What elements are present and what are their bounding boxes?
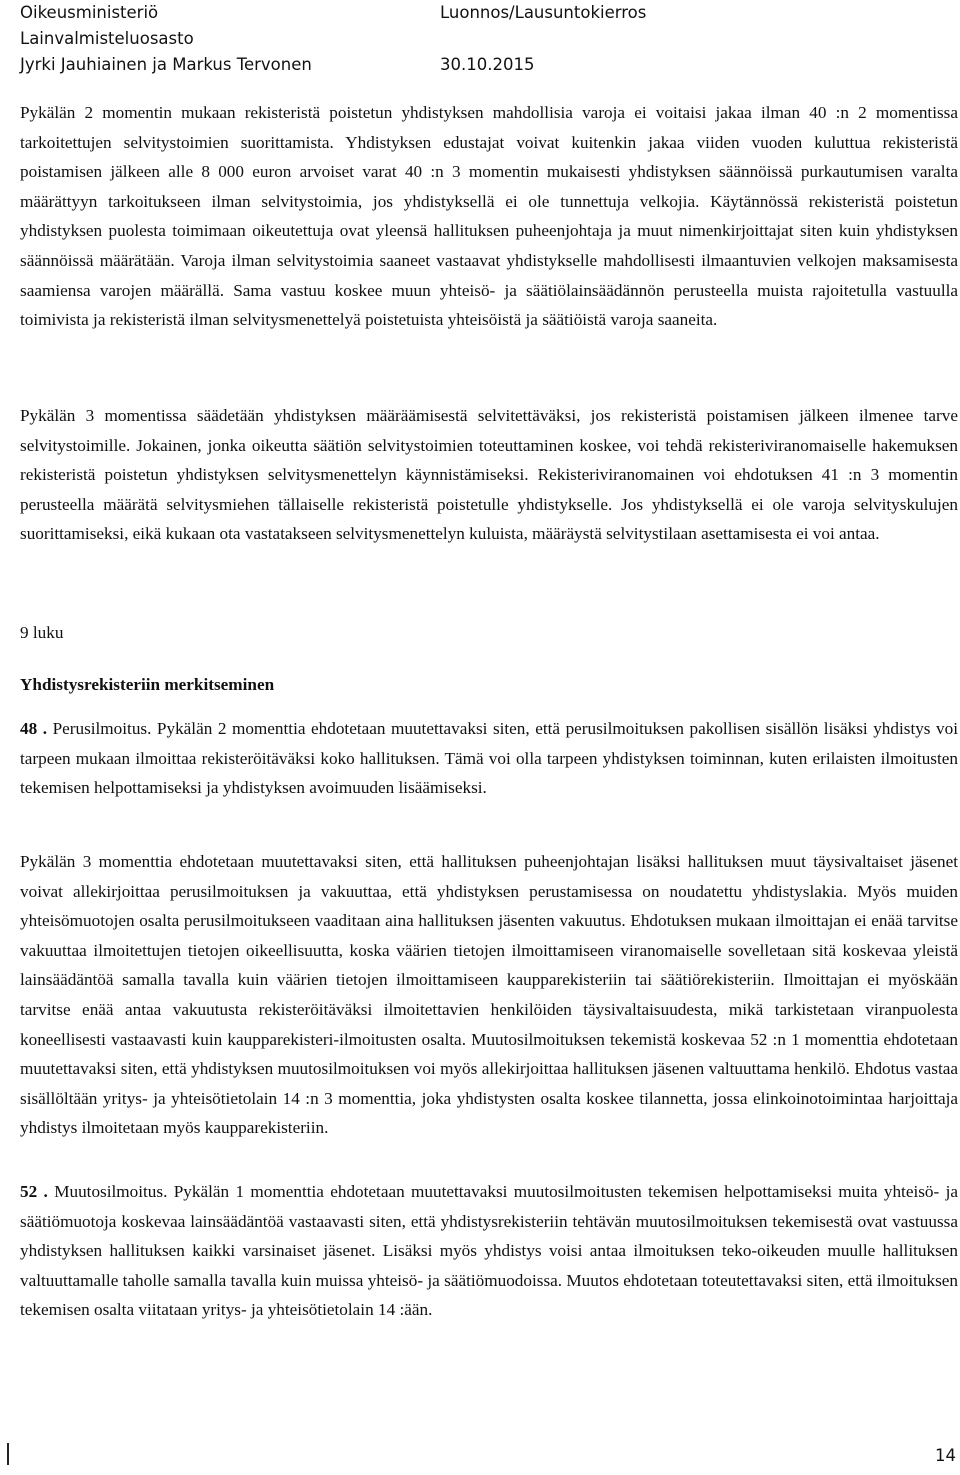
paragraph-text: Pykälän 3 momenttia ehdotetaan muutettavaksi siten, että hallituksen puheenjohtajan lisäksi hallituksen muut täysivaltaiset jäsenet voivat allekirjoittaa perusilmoituksen ja vakuuttaa, että yhdistyksen perustamisessa on noudatettu yhdistyslakia. Myös muiden yhteisömuotojen osalta perusilmoitukseen vaaditaan aina hallituksen jäsenten vakuutus. Ehdotuksen mukaan ilmoittajan ei enää tarvitse vakuuttaa ilmoitettujen tietojen oikeellisuutta, koska väärien tietojen ilmoittamiseen viranomaiselle sovelletaan sitä koskevaa yleistä lainsäädäntöä samalla tavalla kuin väärien tietojen ilmoittamiseen kaupparekisteriin tai säätiörekisteriin. Ilmoittajan ei myöskään tarvitse enää antaa vakuutusta rekisteröitäväksi ilmoitettavien henkilöiden täysivaltaisuudesta, mikä tarkistetaan viranpuolesta koneellisesti vastaavasti kuin kaupparekisteri-ilmoitusten osalta. Muutosilmoituksen tekemistä koskevaa 52 :n 1 momenttia ehdotetaan muutettavaksi siten, että yhdistyksen muutosilmoituksen voi myös allekirjoittaa hallituksen jäsenen valtuuttama henkilö. Ehdotus vastaa sisällöltään yritys- ja yhteisötietolain 14 :n 3 momenttia, joka yhdistysten osalta koskee tilannetta, jossa elinkoinotoimintaa harjoittaja yhdistys ilmoitetaan myös kaupparekisteriin. xyxy=(20,852,958,1138)
header-department: Lainvalmisteluosasto xyxy=(20,29,194,48)
section-text: Muutosilmoitus. Pykälän 1 momenttia ehdotetaan muutettavaksi muutosilmoitusten tekemisen helpottamiseksi muita yhteisö- ja säätiömuotoja koskevaa lainsäädäntöä vastaavasti siten, että yhdistysrekisteriin tehtävän muutosilmoituksen tekemisestä ovat vastuussa yhdistyksen hallituksen kaikki varsinaiset jäsenet. Lisäksi myös yhdistys voisi antaa ilmoituksen teko-oikeuden muulle hallituksen valtuuttamalle taholle samalla tavalla kuin muissa yhteisö- ja säätiömuodoissa. Muutos ehdotetaan toteutettavaksi siten, että ilmoituksen tekemisen osalta viitataan yritys- ja yhteisötietolain 14 :ään. xyxy=(20,1182,959,1320)
section-52-paragraph xyxy=(20,1177,958,1325)
paragraph-text: Pykälän 3 momentissa säädetään yhdistyksen määräämisestä selvitettäväksi, jos rekisteristä poistamisen jälkeen ilmenee tarve selvitystoimille. Jokainen, jonka oikeutta säätiön selvitystoimien toteuttaminen koskee, voi tehdä rekisteriviranomaiselle hakemuksen rekisteristä poistetun yhdistyksen selvitysmenettelyn käynnistämiseksi. Rekisteriviranomainen voi ehdotuksen 41 :n 3 momentin perusteella määrätä selvitysmiehen tällaiselle rekisteristä poistetulle yhdistykselle. Jos yhdistyksellä ei ole varoja selvityskulujen suorittamiseksi, eikä kukaan ota vastatakseen selvitysmenettelyn kuluista, määräystä selvitystilaan asettamisesta ei voi antaa. xyxy=(20,406,958,544)
page-number: 14 xyxy=(935,1446,956,1465)
chapter-heading: Yhdistysrekisteriin merkitseminen xyxy=(20,675,275,694)
paragraph-text: Pykälän 2 momentin mukaan rekisteristä poistetun yhdistyksen mahdollisia varoja ei voitaisi jakaa ilman 40 :n 2 momentissa tarkoitettujen selvitystoimien suorittamista. Yhdistyksen edustajat voivat kuitenkin jakaa viiden vuoden kuluttua rekisteristä poistamisen jälkeen alle 8 000 euron arvoiset varat 40 :n 3 momentin mukaisesti yhdistyksen säännöissä purkautumisen varalta määrättyyn tarkoitukseen ilman selvitystoimia, jos yhdistyksellä ei ole tunnettuja velkojia. Käytännössä rekisteristä poistetun yhdistyksen puolesta toimimaan oikeutettuja ovat yleensä hallituksen puheenjohtaja ja muut nimenkirjoittajat siten kuin yhdistyksen säännöissä määrätään. Varoja ilman selvitystoimia saaneet vastaavat yhdistykselle mahdollisesti ilmaantuvien velkojen maksamisesta saamiensa varojen määrällä. Sama vastuu koskee muun yhteisö- ja säätiölainsäädännön perusteella muista rajoitetulla vastuulla toimivista ja rekisteristä ilman selvitysmenettelyä poistetuista yhteisöistä ja säätiöistä varoja saaneita. xyxy=(20,103,958,330)
header-organization: Oikeusministeriö xyxy=(20,3,159,22)
chapter-number: 9 luku xyxy=(20,623,64,642)
header-date: 30.10.2015 xyxy=(440,55,535,74)
section-text: Perusilmoitus. Pykälän 2 momenttia ehdotetaan muutettavaksi siten, että perusilmoituksen pakollisen sisällön lisäksi yhdistys voi tarpeen mukaan ilmoittaa rekisteröitäväksi koko hallituksen. Tämä voi olla tarpeen yhdistyksen toiminnan, kuten erilaisten ilmoitusten tekemisen helpottamiseksi ja yhdistyksen avoimuuden lisäämiseksi. xyxy=(20,719,958,798)
paragraph-moment-3 xyxy=(20,847,958,1143)
header-authors: Jyrki Jauhiainen ja Markus Tervonen xyxy=(20,55,312,74)
paragraph-distribution-of-assets xyxy=(20,98,958,335)
paragraph-liquidation-order xyxy=(20,401,958,549)
section-number: 48 . xyxy=(20,719,48,738)
text-cursor xyxy=(7,1443,9,1465)
header-document-type: Luonnos/Lausuntokierros xyxy=(440,3,647,22)
section-48-paragraph xyxy=(20,714,958,803)
section-number: 52 . xyxy=(20,1182,48,1201)
